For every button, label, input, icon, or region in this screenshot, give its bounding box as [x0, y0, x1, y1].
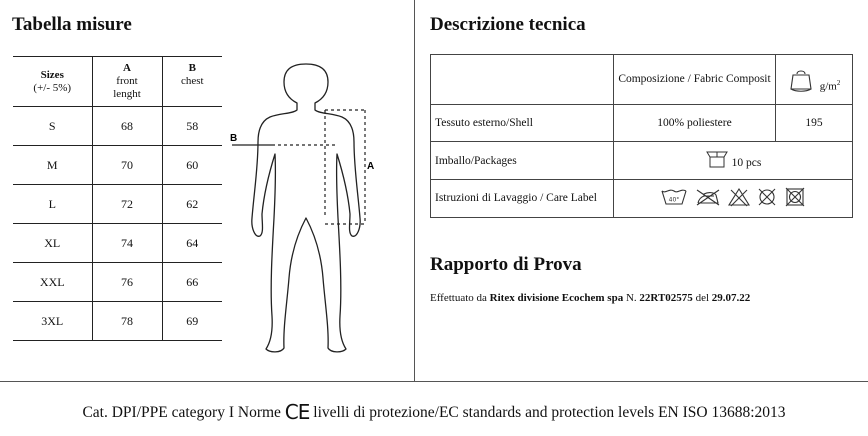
report-lab: Ritex divisione Ecochem spa: [489, 292, 624, 304]
care-label: Istruzioni di Lavaggio / Care Label: [431, 180, 614, 218]
weight-icon: [788, 67, 814, 93]
tech-table: [430, 54, 853, 218]
composition-header: Composizione / Fabric Composit: [614, 55, 776, 105]
test-report-line: Effettuato da Ritex divisione Ecochem spa N. 22RT02575 del 29.07.22: [430, 292, 751, 304]
report-number: 22RT02575: [639, 292, 693, 304]
shell-weight: 195: [776, 105, 853, 142]
column-divider: [414, 0, 415, 382]
size-cell: M: [13, 146, 92, 185]
svg-text:40°: 40°: [668, 196, 680, 204]
size-chart-header: [13, 57, 222, 107]
body-measurement-figure: [230, 58, 380, 363]
table-row: [431, 105, 853, 142]
footer-divider: [0, 381, 868, 382]
front-length-cell: 78: [92, 302, 162, 341]
front-length-cell: 76: [92, 263, 162, 302]
col-b-letter: B: [188, 62, 196, 74]
care-icons-cell: [614, 180, 853, 218]
size-cell: XXL: [13, 263, 92, 302]
size-cell: S: [13, 107, 92, 146]
table-row: [13, 146, 222, 185]
weight-unit: $g/m^2$: [819, 78, 841, 93]
weight-header-cell: [776, 55, 853, 105]
chest-cell: 64: [162, 224, 222, 263]
size-chart-table: [13, 56, 222, 341]
no-tumble-dry-icon: [784, 187, 806, 207]
package-box-icon: [705, 149, 729, 169]
sizes-label: Sizes: [40, 68, 64, 81]
col-a-letter: A: [123, 62, 131, 74]
footer-standards: Cat. DPI/PPE category I Norme CE livelli di protezione/EC standards and protection levels EN ISO 13688:2013: [82, 400, 786, 424]
packages-label: Imballo/Packages: [431, 142, 614, 180]
front-length-cell: 68: [92, 107, 162, 146]
table-row: [13, 107, 222, 146]
table-row: [13, 263, 222, 302]
front-length-cell: 74: [92, 224, 162, 263]
body-outline-icon: [252, 64, 360, 352]
col-b-header-cell: [162, 57, 222, 107]
packages-cell: [614, 142, 853, 180]
chest-cell: 60: [162, 146, 222, 185]
tech-header-row: [431, 55, 853, 105]
size-chart-title: Tabella misure: [12, 14, 132, 35]
chest-cell: 62: [162, 185, 222, 224]
col-a-header-cell: [92, 57, 162, 107]
shell-label: Tessuto esterno/Shell: [431, 105, 614, 142]
sizes-header-cell: [13, 57, 92, 107]
table-row: [431, 142, 853, 180]
tech-description-title: Descrizione tecnica: [430, 14, 586, 35]
chest-cell: 66: [162, 263, 222, 302]
chest-cell: 69: [162, 302, 222, 341]
col-b-label: chest: [180, 75, 204, 87]
label-a: A: [367, 161, 375, 172]
chest-cell: 58: [162, 107, 222, 146]
wash-40-icon: [660, 187, 688, 207]
size-cell: XL: [13, 224, 92, 263]
no-iron-icon: [694, 187, 722, 207]
col-a-label: front lenght: [113, 75, 141, 100]
ce-mark-icon: CE: [284, 400, 310, 424]
test-report-title: Rapporto di Prova: [430, 254, 582, 275]
packages-value: 10 pcs: [731, 157, 762, 169]
table-row: [13, 224, 222, 263]
size-cell: L: [13, 185, 92, 224]
table-row: [13, 302, 222, 341]
no-bleach-icon: [728, 187, 750, 207]
shell-composition: 100% poliestere: [614, 105, 776, 142]
table-row: [13, 185, 222, 224]
empty-header-cell: [431, 55, 614, 105]
front-length-cell: 72: [92, 185, 162, 224]
table-row: [431, 180, 853, 218]
front-length-cell: 70: [92, 146, 162, 185]
no-dry-clean-icon: [756, 187, 778, 207]
label-b: B: [230, 133, 238, 144]
report-date: 29.07.22: [711, 292, 751, 304]
size-cell: 3XL: [13, 302, 92, 341]
tolerance-label: (+/- 5%): [33, 81, 72, 94]
